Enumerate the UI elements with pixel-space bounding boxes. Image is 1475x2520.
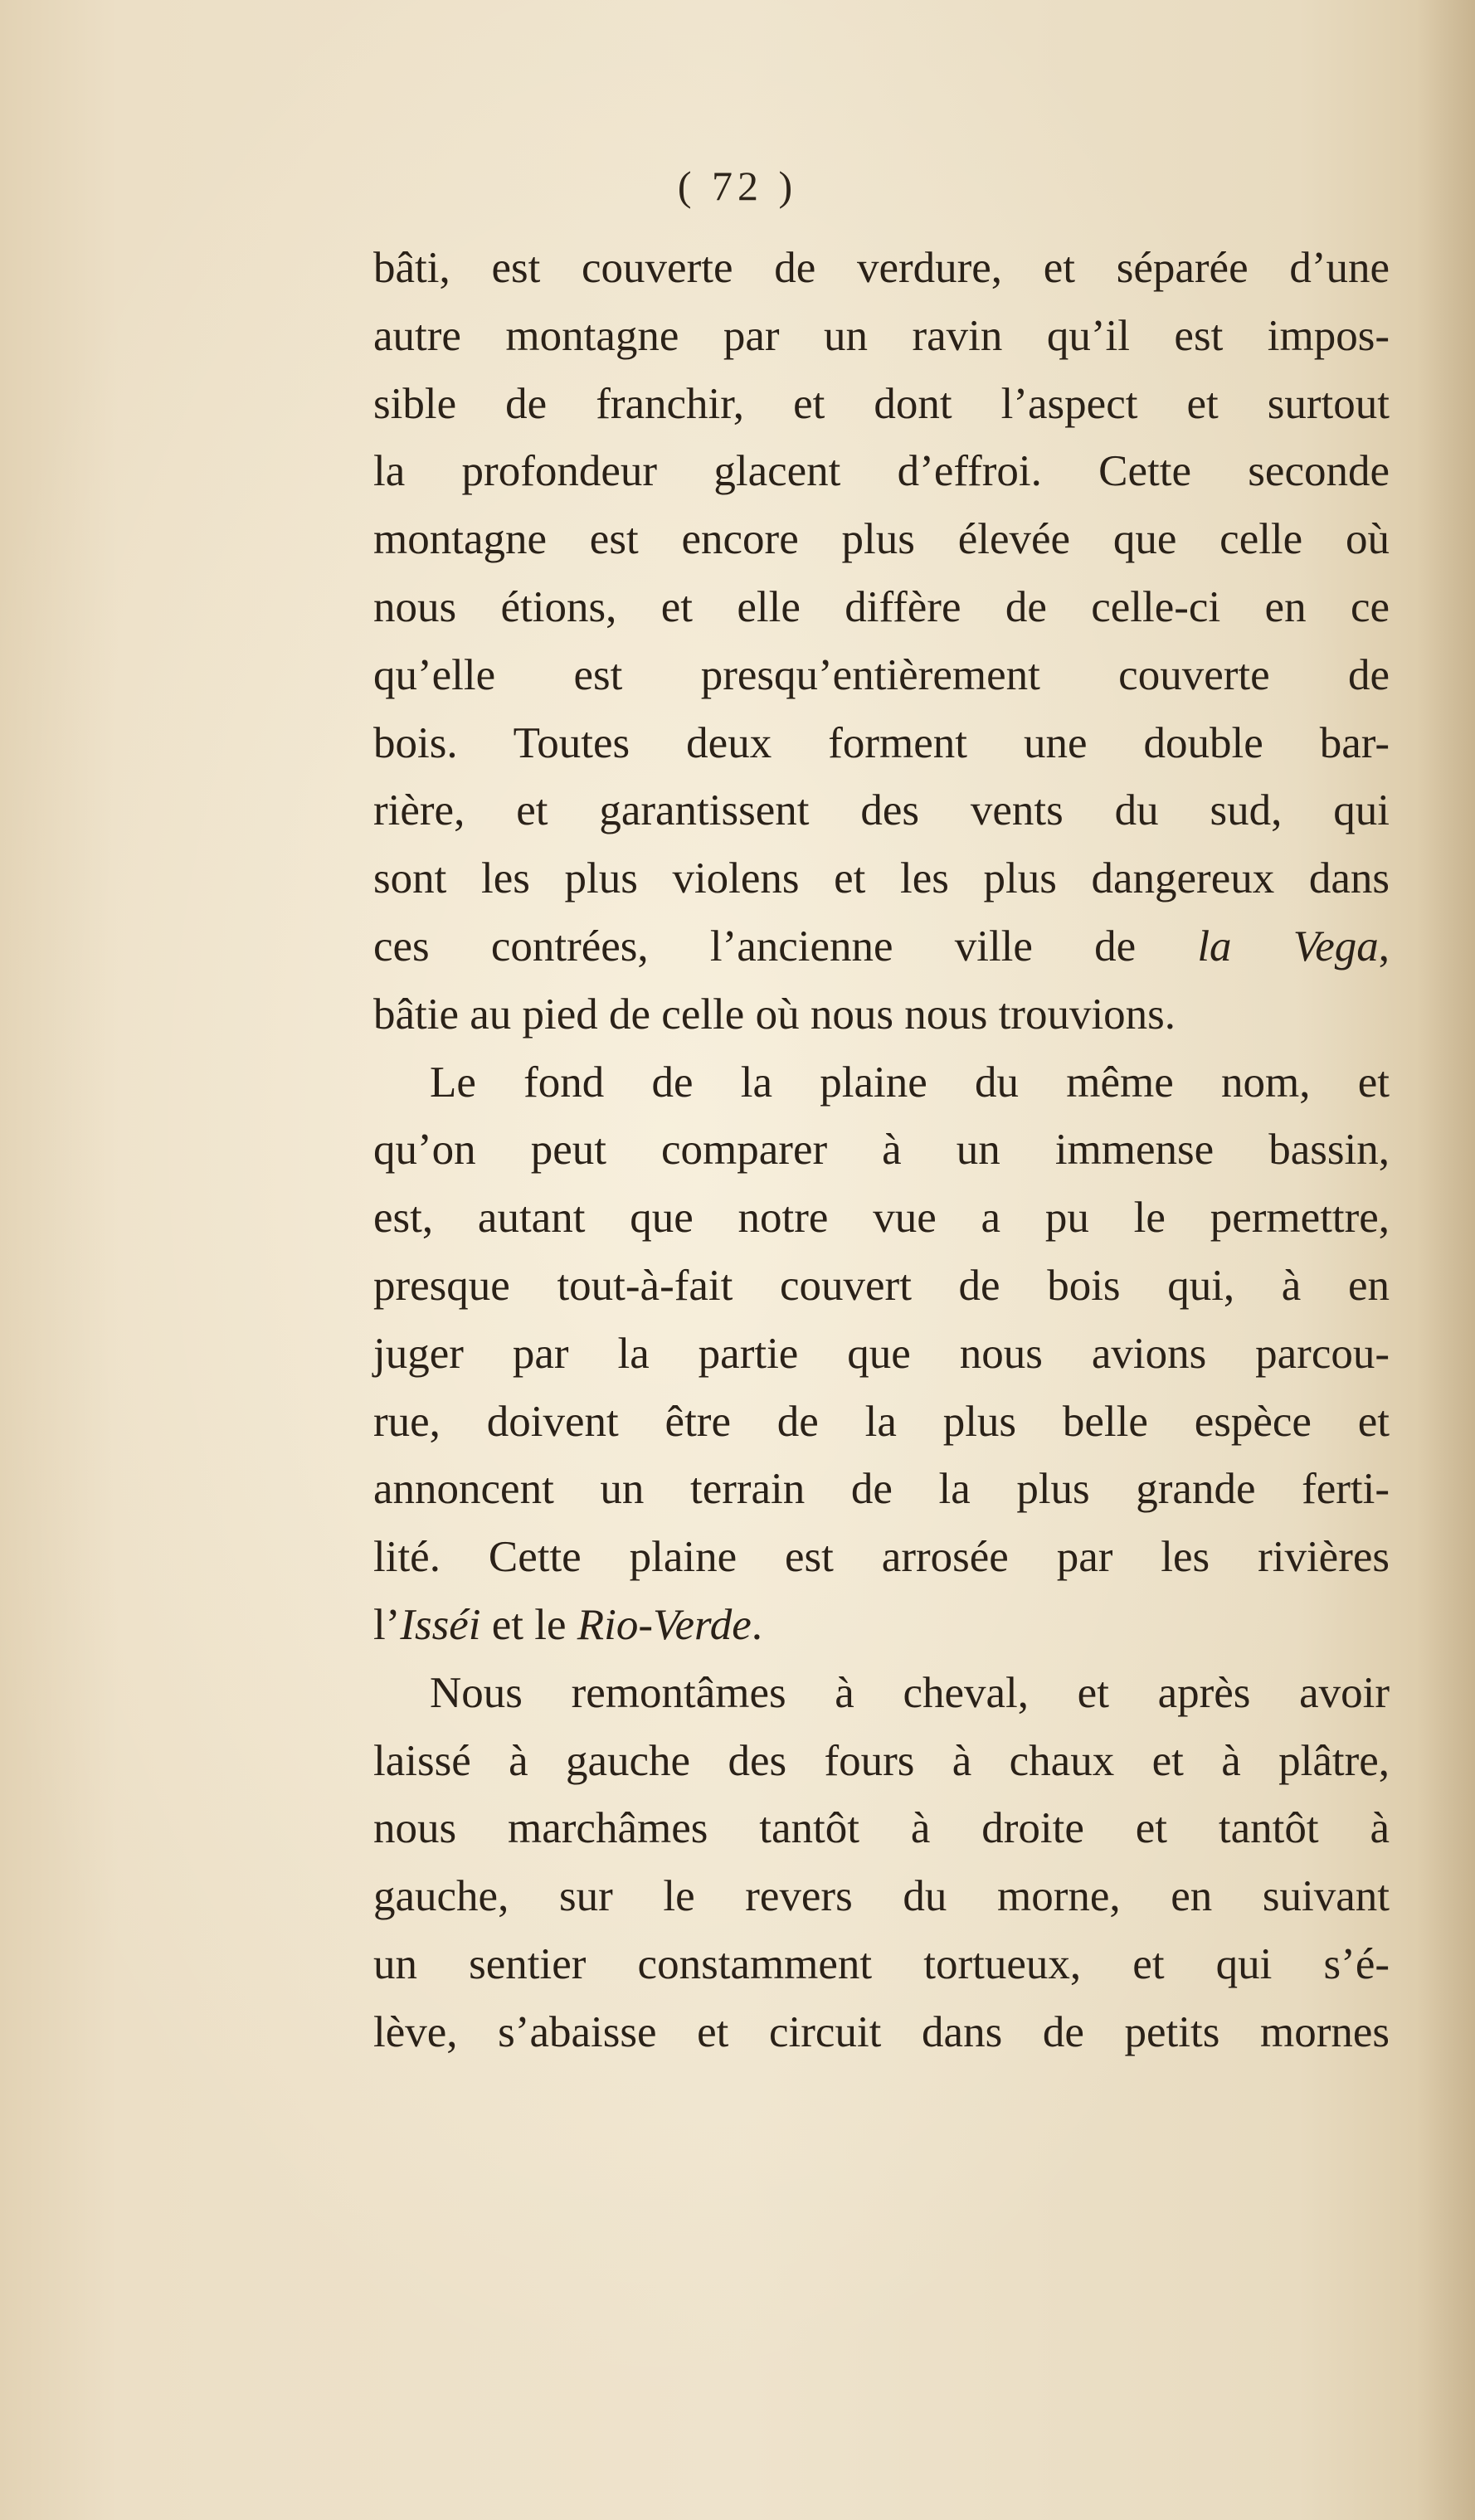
page-body-text — [373, 235, 1390, 2067]
italic-river-name: Rio-Verde — [577, 1600, 752, 1649]
text-line: la profondeur glacent d’effroi. Cette seconde — [373, 447, 1390, 496]
text-line: montagne est encore plus élevée que celle où — [373, 515, 1390, 564]
text-line-with-italic — [373, 1592, 1390, 1660]
text-line: un sentier constamment tortueux, et qui s’é- — [373, 1939, 1390, 1988]
text-line: bois. Toutes deux forment une double bar- — [373, 718, 1390, 767]
text-line: lève, s’abaisse et circuit dans de petits mornes — [373, 2007, 1390, 2056]
text-line: juger par la partie que nous avions parcou- — [373, 1329, 1390, 1378]
page-edge-shadow — [1417, 0, 1475, 2520]
text-line: laissé à gauche des fours à chaux et à plâtre, — [373, 1736, 1390, 1785]
text-line: rière, et garantissent des vents du sud, qui — [373, 786, 1390, 835]
page-number: ( 72 ) — [677, 163, 798, 209]
text-line-with-italic — [373, 913, 1390, 981]
text-line: rue, doivent être de la plus belle espèce et — [373, 1397, 1390, 1446]
text-line: sible de franchir, et dont l’aspect et surtout — [373, 379, 1390, 428]
text-segment: ces contrées, l’ancienne ville de — [373, 922, 1198, 971]
text-line: sont les plus violens et les plus dangereux dans — [373, 854, 1390, 903]
text-line: bâtie au pied de celle où nous nous trouvions. — [373, 990, 1176, 1039]
text-line: nous marchâmes tantôt à droite et tantôt à — [373, 1804, 1390, 1853]
italic-place-name: la Vega — [1197, 922, 1379, 971]
text-line: nous étions, et elle diffère de celle-ci en ce — [373, 582, 1390, 631]
text-line: Le fond de la plaine du même nom, et — [430, 1058, 1390, 1107]
text-line: autre montagne par un ravin qu’il est impos- — [373, 311, 1390, 360]
text-line: est, autant que notre vue a pu le permettre, — [373, 1194, 1390, 1243]
text-segment: et le — [480, 1600, 577, 1649]
text-line: Nous remontâmes à cheval, et après avoir — [430, 1668, 1390, 1717]
text-line: qu’elle est presqu’entièrement couverte de — [373, 650, 1390, 699]
text-line: lité. Cette plaine est arrosée par les rivières — [373, 1533, 1390, 1582]
text-line: gauche, sur le revers du morne, en suivant — [373, 1872, 1390, 1921]
text-line: presque tout-à-fait couvert de bois qui, à en — [373, 1261, 1390, 1310]
text-line: qu’on peut comparer à un immense bassin, — [373, 1126, 1390, 1175]
text-segment: l’ — [373, 1600, 401, 1649]
text-line: bâti, est couverte de verdure, et séparée d’une — [373, 244, 1390, 292]
text-segment: . — [751, 1600, 762, 1649]
text-segment: , — [1378, 922, 1390, 971]
text-line: annoncent un terrain de la plus grande ferti- — [373, 1465, 1390, 1514]
italic-river-name: Isséi — [400, 1600, 481, 1649]
